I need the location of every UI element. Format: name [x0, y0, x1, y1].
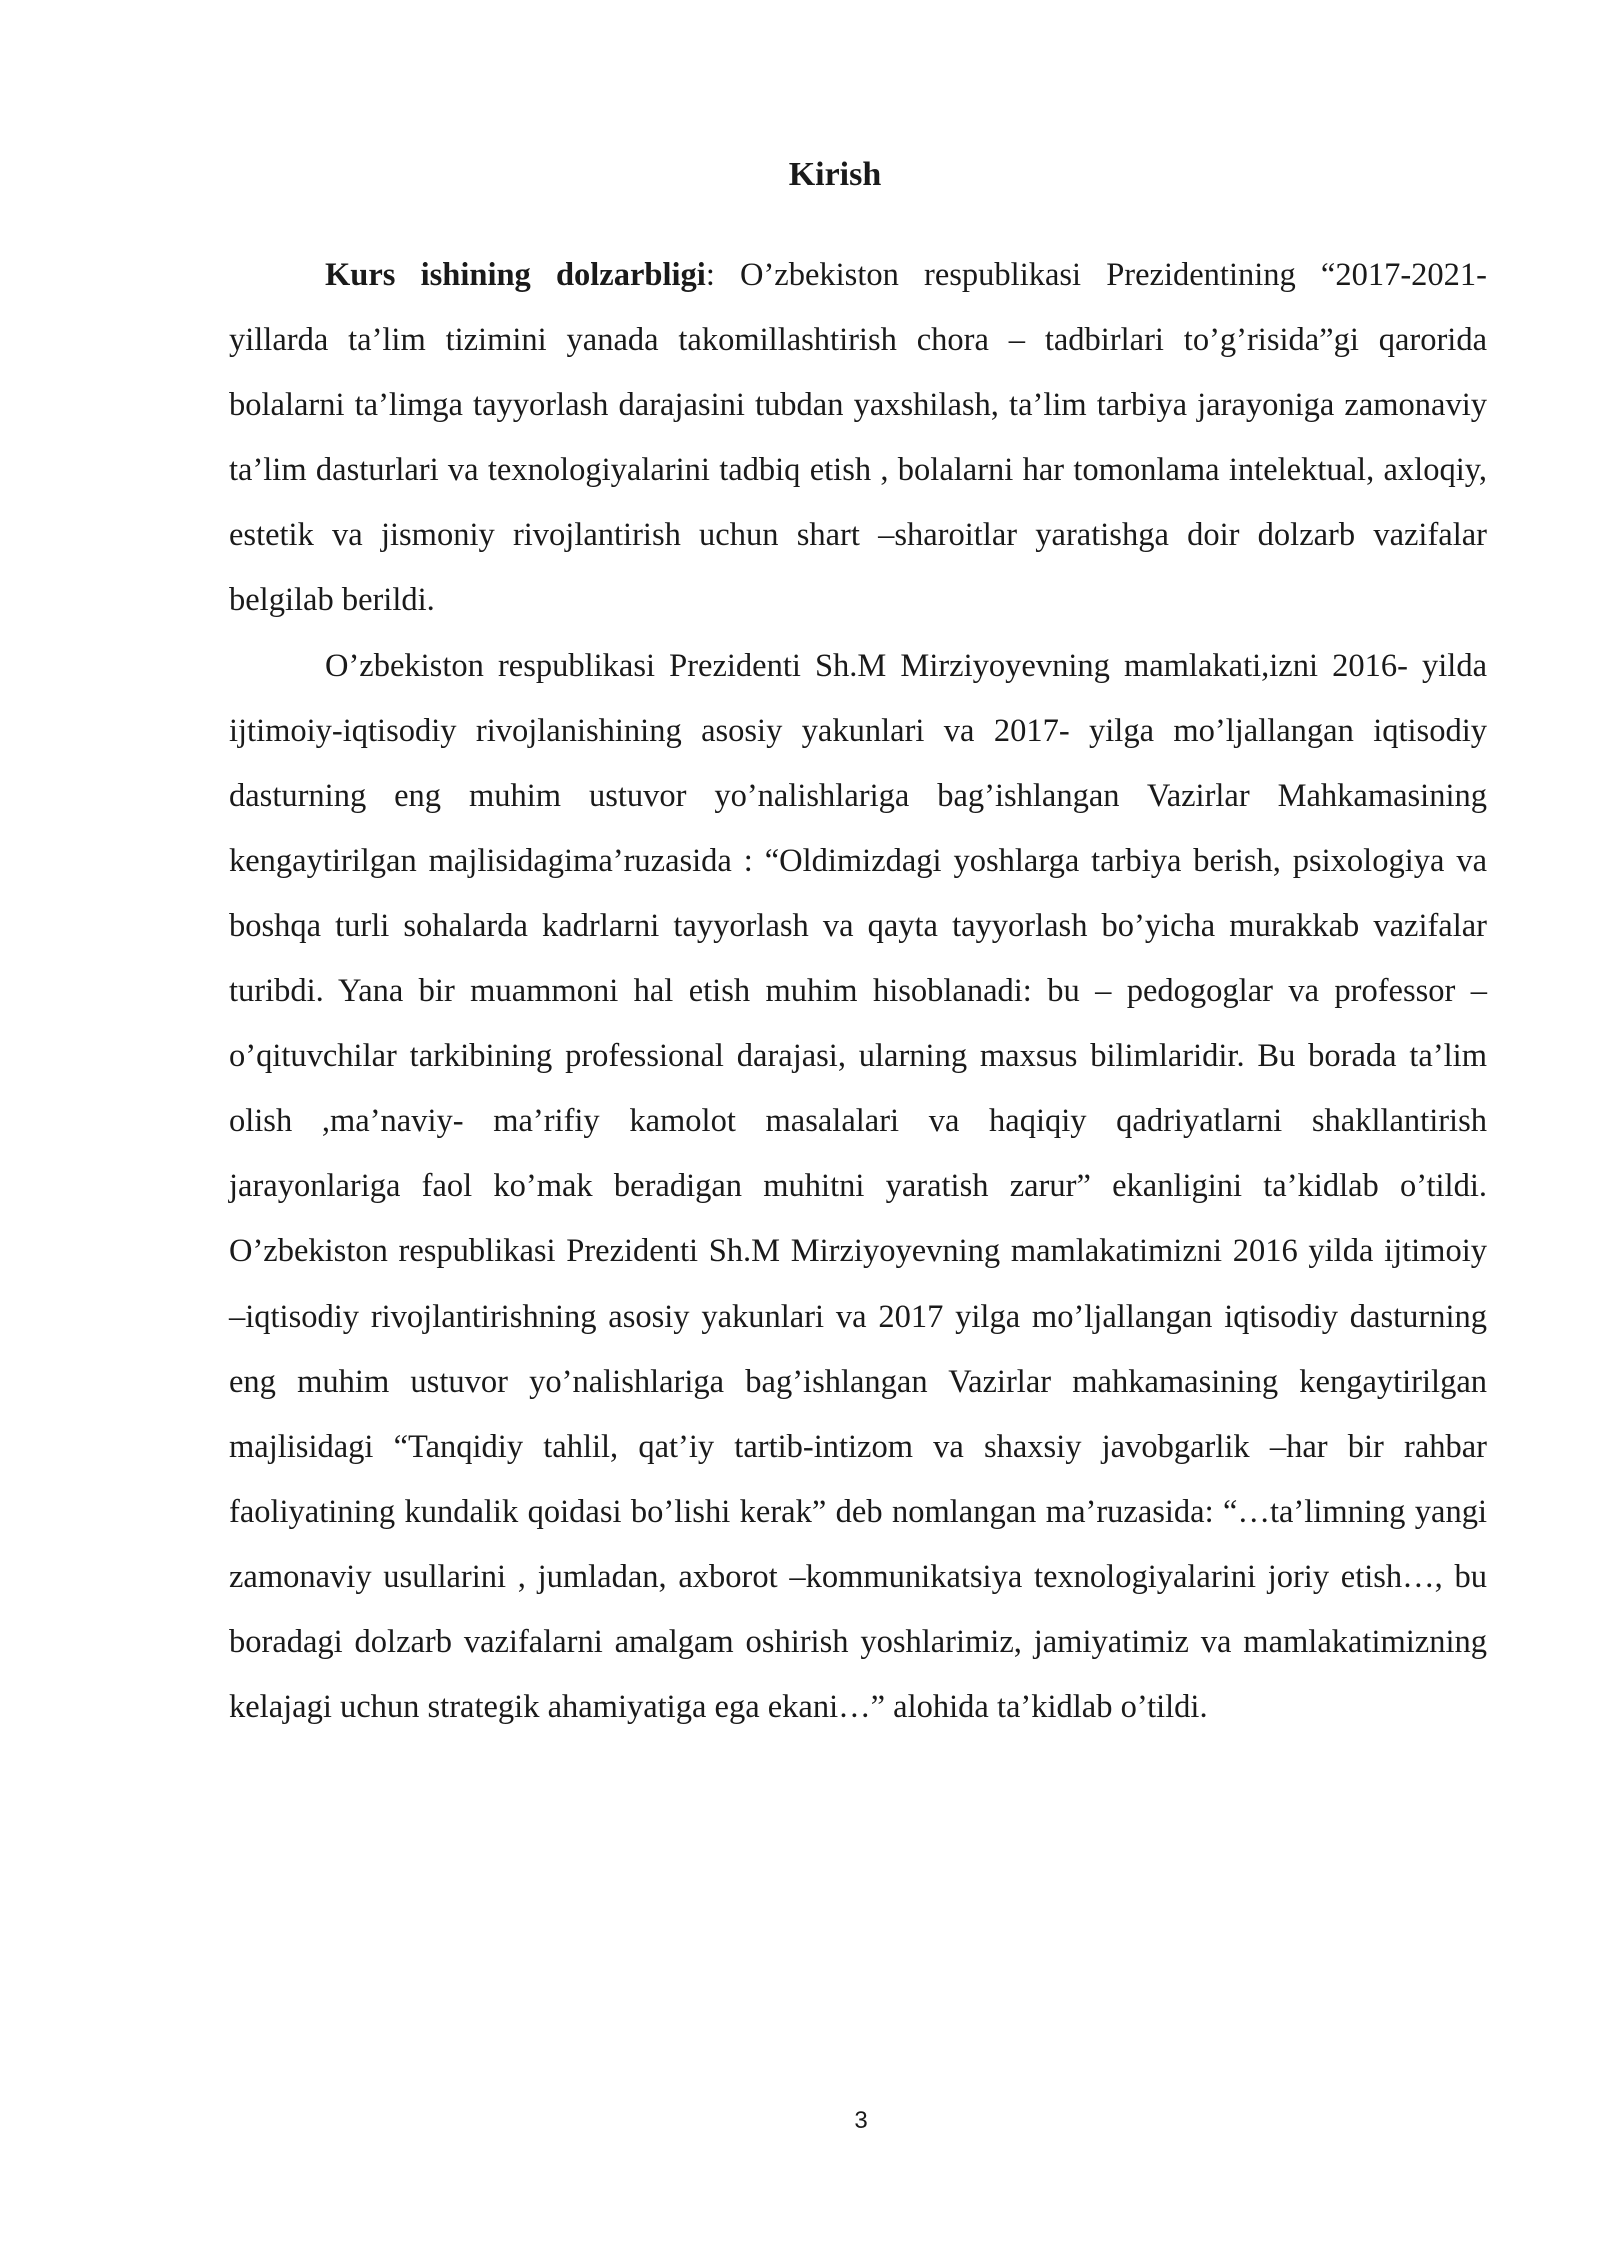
paragraph-lead-heading: Kurs ishining dolzarbligi — [325, 257, 706, 293]
body-text — [229, 243, 1487, 1740]
paragraph-text: : O’zbekiston respublikasi Prezidentining “2017-2021- yillarda ta’lim tizimini yanada takomillashtirish chora – tadbirlari to’g’risida”gi qarorida bolalarni ta’limga tayyorlash darajasini tubdan yaxshilash, ta’lim tarbiya jarayoniga zamonaviy ta’lim dasturlari va texnologiyalarini tadbiq etish , bolalarni har tomonlama intelektual, axloqiy, estetik va jismoniy rivojlantirish uchun shart –sharoitlar yaratishga doir dolzarb vazifalar belgilab berildi. — [229, 257, 1487, 619]
paragraph-text: O’zbekiston respublikasi Prezidenti Sh.M Mirziyoyevning mamlakati,izni 2016- yilda ijtimoiy-iqtisodiy rivojlanishining asosiy yakunlari va 2017- yilga mo’ljallangan iqtisodiy dasturning eng muhim ustuvor yo’nalishlariga bag’ishlangan Vazirlar Mahkamasining kengaytirilgan majlisidagima’ruzasida : “Oldimizdagi yoshlarga tarbiya berish, psixologiya va boshqa turli sohalarda kadrlarni tayyorlash va qayta tayyorlash bo’yicha murakkab vazifalar turibdi. Yana bir muammoni hal etish muhim hisoblanadi: bu – pedogoglar va professor – o’qituvchilar tarkibining professional darajasi, ularning maxsus bilimlaridir. Bu borada ta’lim olish ,ma’naviy- ma’rifiy kamolot masalalari va haqiqiy qadriyatlarni shakllantirish jarayonlariga faol ko’mak beradigan muhitni yaratish zarur” ekanligini ta’kidlab o’tildi. O’zbekiston respublikasi Prezidenti Sh.M Mirziyoyevning mamlakatimizni 2016 yilda ijtimoiy –iqtisodiy rivojlantirishning asosiy yakunlari va 2017 yilga mo’ljallangan iqtisodiy dasturning eng muhim ustuvor yo’nalishlariga bag’ishlangan Vazirlar mahkamasining kengaytirilgan majlisidagi “Tanqidiy tahlil, qat’iy tartib-intizom va shaxsiy javobgarlik –har bir rahbar faoliyatining kundalik qoidasi bo’lishi kerak” deb nomlangan ma’ruzasida: “…ta’limning yangi zamonaviy usullarini , jumladan, axborot –kommunikatsiya texnologiyalarini joriy etish…, bu boradagi dolzarb vazifalarni amalgam oshirish yoshlarimiz, jamiyatimiz va mamlakatimizning kelajagi uchun strategik ahamiyatiga ega ekani…” alohida ta’kidlab o’tildi. — [229, 647, 1487, 1726]
paragraph-president-speech — [229, 634, 1487, 1741]
page-number: 3 — [854, 2107, 868, 2134]
page-title: Kirish — [788, 156, 882, 193]
paragraph-relevance — [229, 243, 1487, 634]
